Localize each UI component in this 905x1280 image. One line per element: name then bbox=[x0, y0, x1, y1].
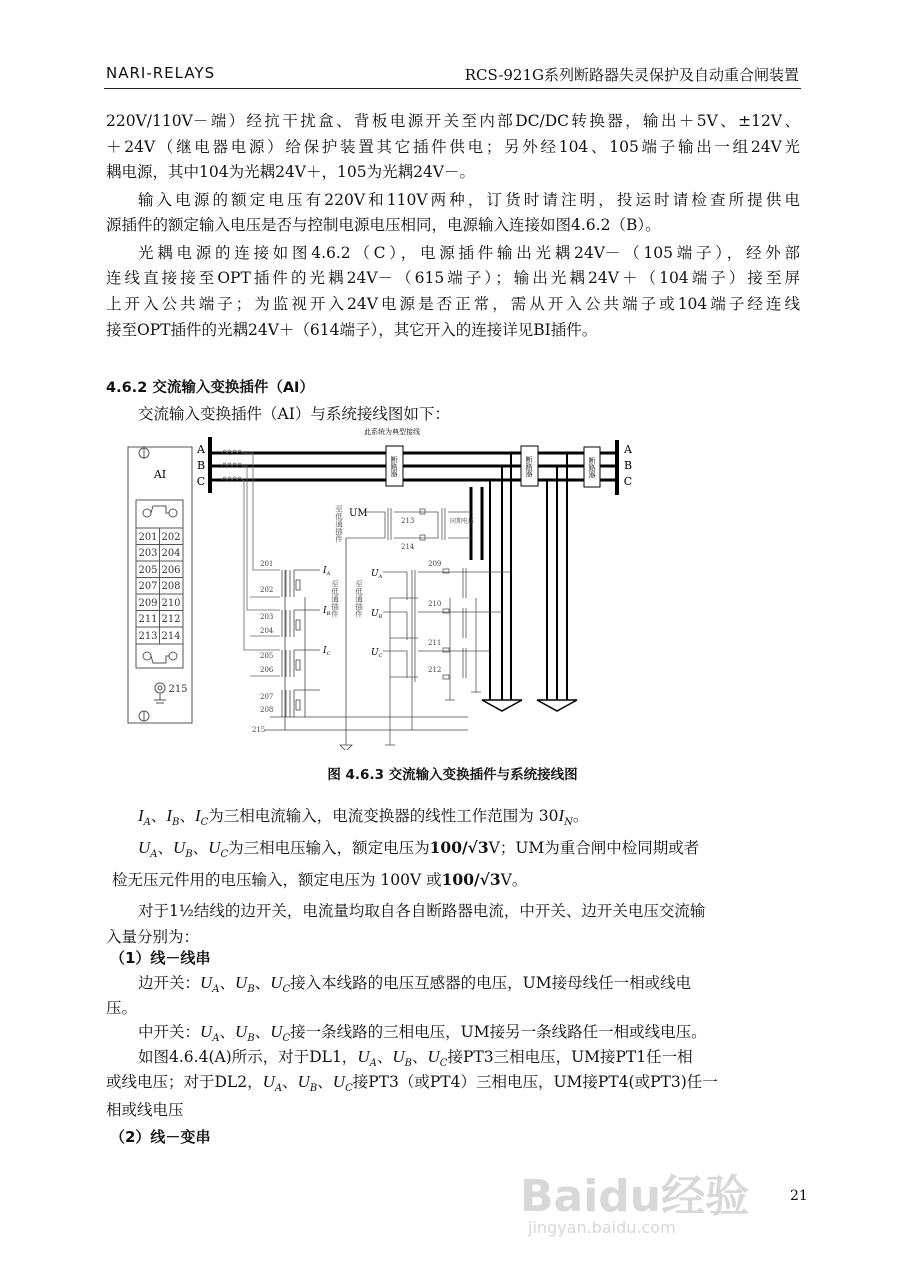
svg-text:206: 206 bbox=[260, 666, 274, 674]
phase-label-left: B bbox=[196, 459, 206, 472]
phase-label-left: C bbox=[196, 475, 206, 488]
svg-text:201: 201 bbox=[260, 560, 274, 568]
terminal-label: 211 bbox=[138, 614, 158, 625]
breaker bbox=[584, 447, 600, 487]
paragraph-line: 边开关：$U_A$、$U_B$、$U_C$接入本线路的电压互感器的电压，UM接母线任一相或线电 bbox=[138, 973, 692, 996]
paragraph-line: 相或线电压 bbox=[106, 1101, 184, 1119]
svg-text:214: 214 bbox=[401, 543, 415, 551]
svg-text:213: 213 bbox=[401, 517, 415, 525]
terminal-label: 212 bbox=[161, 614, 181, 625]
svg-text:215: 215 bbox=[252, 726, 266, 734]
paragraph-line: 输入电源的额定电压有220V和110V两种，订货时请注明，投运时请检查所提供电 bbox=[138, 191, 800, 209]
breaker bbox=[521, 446, 538, 486]
paragraph-line: 压。 bbox=[106, 999, 138, 1017]
paragraph-line: 源插件的额定输入电压是否与控制电源电压相同，电源输入连接如图4.6.2（B）。 bbox=[106, 216, 661, 234]
svg-text:202: 202 bbox=[260, 586, 274, 594]
page-number: 21 bbox=[790, 1188, 808, 1204]
terminal-label: 214 bbox=[161, 631, 181, 642]
terminal-label: 202 bbox=[161, 532, 181, 543]
figure-caption: 图 4.6.3 交流输入变换插件与系统接线图 bbox=[327, 767, 578, 783]
voltage-uc-label: $U_C$ bbox=[371, 648, 383, 659]
paragraph-line: 上开入公共端子；为监视开入24V电源是否正常，需从开入公共端子或104端子经连线 bbox=[106, 295, 800, 313]
svg-text:205: 205 bbox=[260, 652, 274, 660]
phase-label-right: B bbox=[623, 459, 633, 472]
terminal-label: 205 bbox=[138, 565, 158, 576]
math-line-rated: 检无压元件用的电压输入，额定电压为 100V 或100/√3V。 bbox=[112, 870, 528, 889]
terminal-label: 209 bbox=[138, 598, 158, 609]
typical-wiring-note: 此系统为典型接线 bbox=[364, 428, 420, 436]
svg-text:204: 204 bbox=[260, 627, 274, 635]
header-title: RCS-921G系列断路器失灵保护及自动重合闸装置 bbox=[464, 66, 799, 84]
um-label: UM bbox=[349, 508, 368, 519]
terminal-label: 204 bbox=[161, 548, 181, 559]
paragraph-line: 光耦电源的连接如图4.6.2（C），电源插件输出光耦24V－（105端子），经外部 bbox=[138, 244, 800, 262]
voltage-ua-label: $U_A$ bbox=[371, 569, 383, 580]
subsection-heading: （2）线－变串 bbox=[110, 1128, 211, 1146]
wire-labels bbox=[252, 517, 441, 734]
terminal-label: 213 bbox=[138, 631, 158, 642]
svg-text:211: 211 bbox=[428, 639, 442, 647]
paragraph-line: 中开关：$U_A$、$U_B$、$U_C$接一条线路的三相电压，UM接另一条线路任一相或线电压。 bbox=[138, 1022, 707, 1045]
paragraph-line: 或线电压；对于DL2，$U_A$、$U_B$、$U_C$接PT3（或PT4）三相电压，UM接PT4(或PT3)任一 bbox=[106, 1072, 718, 1095]
section-heading: 4.6.2 交流输入变换插件（AI） bbox=[106, 380, 314, 396]
voltage-ub-label: $U_B$ bbox=[371, 609, 383, 620]
phase-label-right: C bbox=[623, 475, 633, 488]
breaker bbox=[386, 446, 403, 486]
paragraph-line: 连线直接接至OPT插件的光耦24V－（615端子）；输出光耦24V＋（104端子）接至屏 bbox=[106, 269, 800, 287]
ground-terminal-label: 215 bbox=[168, 684, 188, 695]
svg-text:断路器: 断路器 bbox=[588, 457, 596, 478]
paragraph-line: 耦电源，其中104为光耦24V＋，105为光耦24V－。 bbox=[106, 163, 476, 181]
watermark: Baidu经验 jingyan.baidu.com bbox=[520, 1171, 750, 1237]
paragraph-line: 对于1½结线的边开关，电流量均取自各自断路器电流，中开关、边开关电压交流输 bbox=[138, 902, 706, 920]
paragraph-line: 接至OPT插件的光耦24V＋（614端子），其它开入的连接详见BI插件。 bbox=[106, 321, 598, 339]
current-ib-label: $I_B$ bbox=[323, 606, 331, 617]
phase-label-right: A bbox=[624, 443, 632, 456]
terminal-label: 210 bbox=[161, 598, 181, 609]
current-ia-label: $I_A$ bbox=[323, 566, 331, 577]
svg-text:断路器: 断路器 bbox=[525, 456, 533, 477]
paragraph-line: 入量分别为： bbox=[106, 928, 200, 946]
terminal-label: 206 bbox=[161, 565, 181, 576]
section-intro: 交流输入变换插件（AI）与系统接线图如下： bbox=[138, 405, 450, 423]
math-line-currents: $I_A$、$I_B$、$I_C$为三相电流输入，电流变换器的线性工作范围为 $30I_N$。 bbox=[138, 806, 589, 829]
voltage-transformers bbox=[346, 508, 511, 745]
svg-text:207: 207 bbox=[260, 693, 274, 701]
header-brand: NARI-RELAYS bbox=[106, 64, 216, 82]
terminal-label: 208 bbox=[161, 581, 181, 592]
paragraph-line: 220V/110V－端）经抗干扰盒、背板电源开关至内部DC/DC转换器，输出＋5V、±12V、 bbox=[106, 112, 800, 130]
terminal-label: 207 bbox=[138, 581, 158, 592]
terminal-label: 201 bbox=[138, 532, 158, 543]
to-lowpass-label: 至低通插件 bbox=[334, 505, 344, 543]
svg-text:209: 209 bbox=[428, 560, 442, 568]
svg-text:203: 203 bbox=[260, 613, 274, 621]
to-lowpass-label: 至低通插件 bbox=[330, 580, 340, 618]
wiring-diagram bbox=[120, 420, 780, 750]
svg-text:断路器: 断路器 bbox=[390, 456, 398, 477]
subsection-heading: （1）线－线串 bbox=[110, 949, 211, 967]
header-divider bbox=[104, 88, 801, 89]
svg-text:208: 208 bbox=[260, 706, 274, 714]
module-label: AI bbox=[153, 468, 167, 481]
current-ic-label: $I_C$ bbox=[323, 646, 331, 657]
math-line-voltages: $U_A$、$U_B$、$U_C$为三相电压输入，额定电压为100/√3V；UM为重合闸中检同期或者 bbox=[138, 838, 700, 861]
sync-voltage-label: 同期电压 bbox=[450, 518, 475, 525]
to-lowpass-label: 至低通插件 bbox=[354, 580, 364, 618]
paragraph-line: ＋24V（继电器电源）给保护装置其它插件供电；另外经104、105端子输出一组24V光 bbox=[106, 138, 800, 156]
terminal-label: 203 bbox=[138, 548, 158, 559]
svg-text:212: 212 bbox=[428, 666, 442, 674]
svg-text:210: 210 bbox=[428, 600, 442, 608]
phase-label-left: A bbox=[197, 443, 205, 456]
paragraph-line: 如图4.6.4(A)所示，对于DL1，$U_A$、$U_B$、$U_C$接PT3三相电压，UM接PT1任一相 bbox=[138, 1047, 693, 1070]
